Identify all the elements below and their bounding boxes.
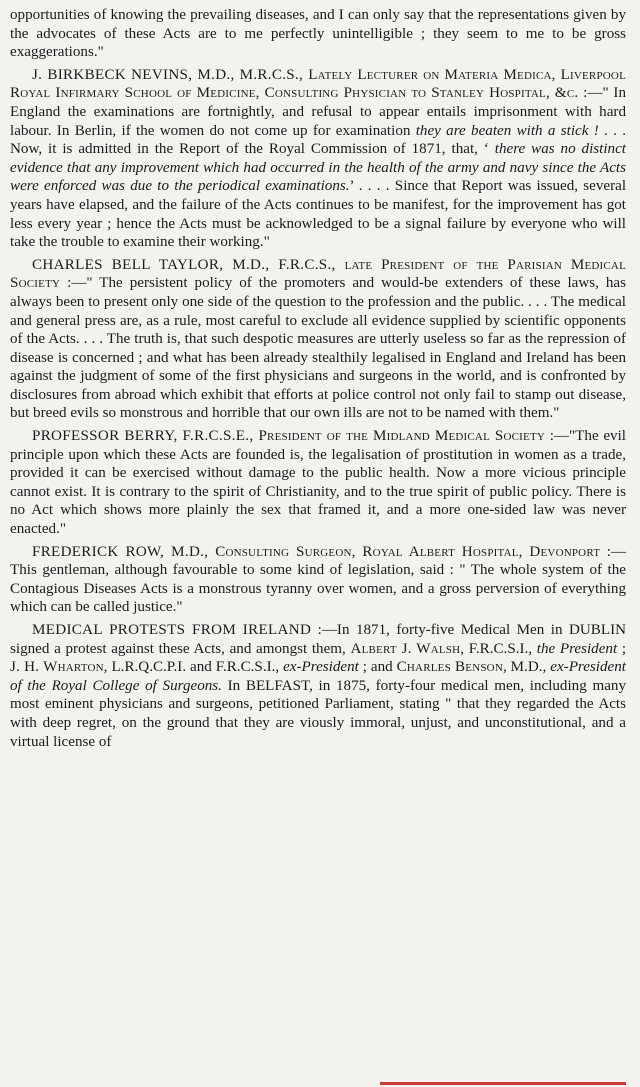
entry-heading: MEDICAL PROTESTS FROM IRELAND [32, 622, 312, 638]
entry-title: Charles Benson [396, 659, 503, 676]
entry-heading: PROFESSOR BERRY, F.R.C.S.E., [32, 428, 259, 445]
body-text: , M.D., [502, 659, 551, 676]
body-text: . . . Now, it is admitted in the Report of the Royal Commission of 1871, that, ‘ [10, 122, 626, 158]
emphasis-text: ex-President of the Royal College of Surgeons. [10, 659, 626, 694]
body-text: :—This gentleman, although favourable to some kind of legislation, said : " The whole system of the Contagious Diseases Acts is a monstrous tyranny over women, and a gross perversion of everything which can be called justice." [10, 543, 627, 616]
body-text: ; [617, 640, 627, 657]
entry-title: Lately Lecturer on Materia Medica, Liverpool Royal Infirmary School of Medicine, Consulting Physician to Stanley Hospital, &c. [10, 66, 626, 102]
entry-heading: J. BIRKBECK NEVINS, M.D., M.R.C.S., [32, 66, 309, 83]
body-text: ; and [358, 659, 397, 676]
entry-title: late President of the Parisian Medical Society [10, 256, 626, 292]
body-text: :—"The evil principle upon which these Acts are founded is, the legalisation of prostitution in women as a trade, provided it can be exercised without damage to the public health. Now a more vicious principle cannot exist. It is contrary to the spirit of Christianity, and to the true spirit of public policy. There is no Act which shows more plainly the sex that framed it, and a more one-sided law was never enacted." [10, 428, 626, 538]
bottom-red-rule [380, 1082, 626, 1085]
emphasis-text: ex-President [283, 659, 359, 676]
entry-title: Consulting Surgeon, Royal Albert Hospital, Devonport [215, 543, 601, 560]
emphasis-text: there was no distinct evidence that any improvement which had occurred in the health of the army and navy since the Acts were enforced was due to the periodical examinations. [10, 141, 626, 195]
paragraph-taylor [10, 256, 626, 423]
paragraph-intro [10, 6, 626, 62]
body-text: , L.R.Q.C.P.I. and F.R.C.S.I., [103, 659, 284, 676]
emphasis-text: they are beaten with a stick ! [415, 122, 599, 139]
body-text: :—In 1871, forty-five Medical Men in DUBLIN signed a protest against these Acts, and amongst them, [10, 622, 626, 657]
body-text: ’ . . . . Since that Report was issued, several years have elapsed, and the failure of the Acts continues to be manifest, for the improvement has got less every year ; hence the Acts must be acknowledged to be a signal failure by everyone who will take the trouble to examine their working." [10, 178, 627, 251]
body-text: , F.R.C.S.I., [460, 640, 537, 657]
entry-heading: FREDERICK ROW, M.D., [32, 543, 216, 560]
body-text: In BELFAST, in 1875, forty-four medical men, including many most eminent physicians and surgeons, petitioned Parliament, stating " that they regarded the Acts with deep regret, on the ground that they are viously immoral, unjust, and unconstitutional, and a virtual license of [10, 677, 626, 750]
body-text: :—" In England the examinations are fortnightly, and refusal to appear entails imprisonment with hard labour. In Berlin, if the women do not come up for examination [10, 85, 626, 139]
paragraph-berry [10, 427, 626, 539]
paragraph-ireland [10, 621, 626, 751]
text-body [10, 6, 626, 751]
paragraph-nevins [10, 66, 626, 252]
body-text: opportunities of knowing the prevailing diseases, and I can only say that the representations given by the advocates of these Acts are to me perfectly unintelligible ; they seem to me to be gross exaggerations." [10, 7, 626, 61]
body-text: :—" The persistent policy of the promoters and would-be extenders of these laws, has always been to present only one side of the question to the profession and the public. . . . The medical and general press are, as a rule, most careful to exclude all evidence supplied by scientific opponents of the Acts. . . . The truth is, that such despotic measures are utterly useless so far as the repression of disease is concerned ; and what has been already stealthily legalised in England and Ireland has been against the judgment of some of the first physicians and surgeons in the world, and is confronted by disclosures from abroad which exhibit that efforts at police control not only fail to stamp out disease, but breed evils so monstrous and horrible that our own ills are not to be named with them." [10, 275, 626, 422]
entry-title: Albert J. Walsh [350, 640, 461, 657]
entry-title: President of the Midland Medical Society [258, 428, 546, 445]
entry-title: J. H. Wharton [10, 659, 104, 676]
emphasis-text: the President [536, 640, 618, 657]
entry-heading: CHARLES BELL TAYLOR, M.D., F.R.C.S., [32, 256, 345, 273]
paragraph-row [10, 543, 626, 617]
